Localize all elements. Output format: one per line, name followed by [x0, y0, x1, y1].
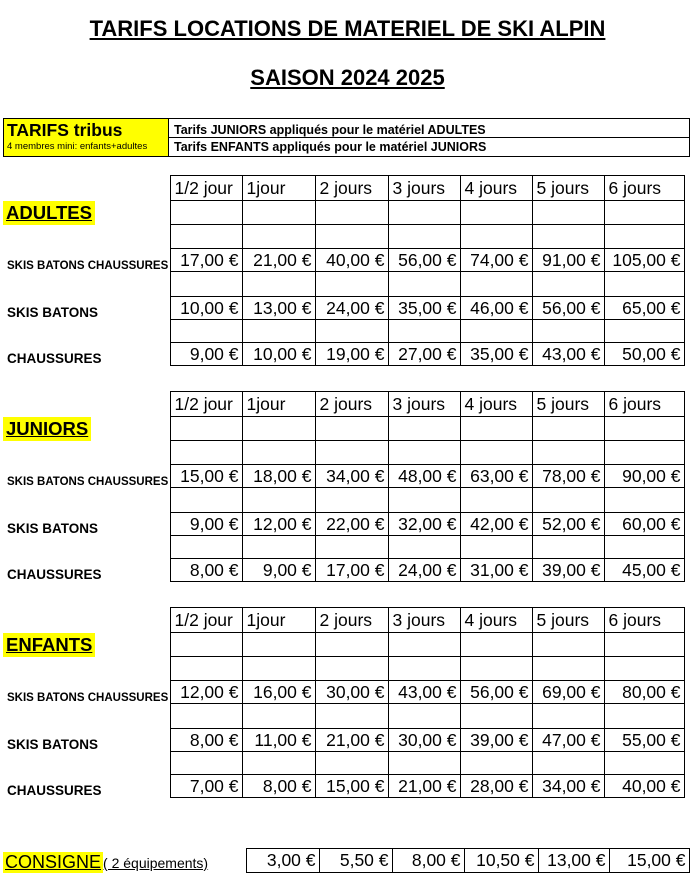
empty-cell: [170, 272, 242, 297]
consigne-row: [3, 849, 689, 873]
empty-cell: [3, 320, 170, 343]
price-cell: 24,00 €: [388, 559, 460, 582]
empty-cell: [315, 441, 388, 465]
empty-cell: [604, 488, 684, 513]
empty-cell: [460, 272, 532, 297]
empty-cell: [460, 536, 532, 559]
empty-cell: [532, 320, 604, 343]
empty-cell: [388, 657, 460, 681]
empty-cell: [3, 392, 170, 417]
empty-cell: [3, 657, 170, 681]
empty-cell: [532, 657, 604, 681]
spacer-row: [3, 704, 684, 729]
empty-cell: [242, 633, 315, 657]
empty-cell: [604, 657, 684, 681]
row-label: SKIS BATONS CHAUSSURES: [7, 259, 169, 272]
empty-cell: [604, 225, 684, 249]
section-title: ADULTES: [3, 201, 95, 225]
empty-cell: [242, 704, 315, 729]
table-row: [3, 559, 684, 582]
price-cell: 74,00 €: [460, 249, 532, 272]
spacer-row: [3, 633, 684, 657]
empty-cell: [242, 752, 315, 775]
spacer-row: [3, 272, 684, 297]
price-cell: 22,00 €: [315, 513, 388, 536]
empty-cell: [604, 704, 684, 729]
price-cell: 32,00 €: [388, 513, 460, 536]
price-cell: 63,00 €: [460, 465, 532, 488]
table-row: [3, 775, 684, 798]
price-cell: 16,00 €: [242, 681, 315, 704]
empty-cell: [170, 704, 242, 729]
spacer-row: [3, 536, 684, 559]
duration-header: 2 jours: [315, 608, 388, 633]
price-cell: 11,00 €: [242, 729, 315, 752]
empty-cell: [242, 536, 315, 559]
price-cell: 21,00 €: [315, 729, 388, 752]
consigne-price: 8,00 €: [392, 849, 464, 873]
price-cell: 27,00 €: [388, 343, 460, 366]
price-cell: 39,00 €: [460, 729, 532, 752]
consigne-price: 13,00 €: [538, 849, 609, 873]
price-cell: 34,00 €: [532, 775, 604, 798]
empty-cell: [315, 704, 388, 729]
row-label: CHAUSSURES: [7, 566, 102, 582]
empty-cell: [460, 417, 532, 441]
price-cell: 17,00 €: [170, 249, 242, 272]
row-label: CHAUSSURES: [7, 350, 102, 366]
price-cell: 50,00 €: [604, 343, 684, 366]
empty-cell: [604, 417, 684, 441]
season-title: SAISON 2024 2025: [250, 65, 445, 90]
spacer-row: [3, 225, 684, 249]
price-cell: 10,00 €: [242, 343, 315, 366]
price-cell: 46,00 €: [460, 297, 532, 320]
empty-cell: [315, 488, 388, 513]
empty-cell: [3, 176, 170, 201]
empty-cell: [3, 441, 170, 465]
price-cell: 18,00 €: [242, 465, 315, 488]
empty-cell: [170, 417, 242, 441]
duration-header: 1jour: [242, 608, 315, 633]
empty-cell: [170, 441, 242, 465]
price-cell: 13,00 €: [242, 297, 315, 320]
section-title-cell: [3, 201, 170, 225]
tribus-line-2: Tarifs ENFANTS appliqués pour le matériel JUNIORS: [169, 138, 690, 157]
price-cell: 21,00 €: [388, 775, 460, 798]
spacer-row: [3, 441, 684, 465]
duration-header: 1jour: [242, 392, 315, 417]
price-cell: 30,00 €: [315, 681, 388, 704]
spacer-row: [3, 752, 684, 775]
empty-cell: [604, 272, 684, 297]
empty-cell: [315, 633, 388, 657]
spacer-row: [3, 657, 684, 681]
empty-cell: [242, 657, 315, 681]
empty-cell: [170, 201, 242, 225]
price-table-adultes: [3, 175, 685, 366]
empty-cell: [388, 441, 460, 465]
empty-cell: [242, 488, 315, 513]
empty-cell: [170, 488, 242, 513]
empty-cell: [3, 225, 170, 249]
empty-cell: [170, 752, 242, 775]
price-cell: 34,00 €: [315, 465, 388, 488]
price-cell: 90,00 €: [604, 465, 684, 488]
price-cell: 24,00 €: [315, 297, 388, 320]
empty-cell: [3, 752, 170, 775]
empty-cell: [460, 633, 532, 657]
consigne-price: 5,50 €: [319, 849, 392, 873]
page-title: TARIFS LOCATIONS DE MATERIEL DE SKI ALPIN: [89, 16, 606, 41]
empty-cell: [604, 320, 684, 343]
empty-cell: [532, 417, 604, 441]
empty-cell: [604, 201, 684, 225]
consigne-sublabel: ( 2 équipements): [103, 854, 209, 871]
empty-cell: [170, 320, 242, 343]
price-table-enfants: [3, 607, 685, 798]
table-row: [3, 249, 684, 272]
empty-cell: [388, 320, 460, 343]
empty-cell: [315, 272, 388, 297]
empty-cell: [532, 752, 604, 775]
empty-cell: [170, 657, 242, 681]
empty-cell: [170, 536, 242, 559]
duration-header: 1jour: [242, 176, 315, 201]
duration-header: 6 jours: [604, 392, 684, 417]
price-cell: 65,00 €: [604, 297, 684, 320]
tribus-table: [3, 118, 690, 157]
consigne-price: 15,00 €: [609, 849, 689, 873]
duration-header: 3 jours: [388, 608, 460, 633]
consigne-label: CONSIGNE: [5, 851, 102, 872]
price-cell: 8,00 €: [170, 559, 242, 582]
empty-cell: [315, 320, 388, 343]
empty-cell: [315, 201, 388, 225]
table-row: [3, 513, 684, 536]
price-cell: 48,00 €: [388, 465, 460, 488]
table-row: [3, 729, 684, 752]
duration-header: 2 jours: [315, 392, 388, 417]
duration-header: 5 jours: [532, 392, 604, 417]
duration-header: 4 jours: [460, 608, 532, 633]
price-cell: 10,00 €: [170, 297, 242, 320]
price-cell: 8,00 €: [170, 729, 242, 752]
empty-cell: [388, 536, 460, 559]
empty-cell: [532, 488, 604, 513]
price-cell: 69,00 €: [532, 681, 604, 704]
table-row: [3, 343, 684, 366]
duration-header-row: [3, 392, 684, 417]
consigne-table: [3, 848, 690, 873]
empty-cell: [242, 320, 315, 343]
empty-cell: [532, 225, 604, 249]
price-cell: 43,00 €: [388, 681, 460, 704]
price-cell: 56,00 €: [532, 297, 604, 320]
price-cell: 40,00 €: [315, 249, 388, 272]
empty-cell: [170, 225, 242, 249]
price-cell: 31,00 €: [460, 559, 532, 582]
price-cell: 56,00 €: [388, 249, 460, 272]
table-row: [3, 297, 684, 320]
price-cell: 91,00 €: [532, 249, 604, 272]
price-cell: 56,00 €: [460, 681, 532, 704]
consigne-label-cell: [3, 849, 246, 873]
duration-header: 1/2 jour: [170, 176, 242, 201]
empty-cell: [242, 417, 315, 441]
duration-header: 3 jours: [388, 392, 460, 417]
consigne-price: 10,50 €: [464, 849, 538, 873]
price-cell: 28,00 €: [460, 775, 532, 798]
empty-cell: [242, 201, 315, 225]
price-cell: 39,00 €: [532, 559, 604, 582]
empty-cell: [532, 633, 604, 657]
empty-cell: [460, 320, 532, 343]
price-cell: 52,00 €: [532, 513, 604, 536]
price-cell: 43,00 €: [532, 343, 604, 366]
price-cell: 15,00 €: [170, 465, 242, 488]
section-title-cell: [3, 417, 170, 441]
duration-header-row: [3, 608, 684, 633]
empty-cell: [242, 441, 315, 465]
empty-cell: [604, 633, 684, 657]
tribus-line-1: Tarifs JUNIORS appliqués pour le matériel ADULTES: [169, 119, 690, 138]
duration-header: 1/2 jour: [170, 608, 242, 633]
row-label: SKIS BATONS: [7, 736, 99, 752]
spacer-row: [3, 488, 684, 513]
empty-cell: [388, 633, 460, 657]
empty-cell: [460, 488, 532, 513]
empty-cell: [388, 704, 460, 729]
empty-cell: [3, 272, 170, 297]
price-cell: 7,00 €: [170, 775, 242, 798]
row-label: SKIS BATONS: [7, 304, 99, 320]
duration-header: 5 jours: [532, 608, 604, 633]
empty-cell: [170, 633, 242, 657]
empty-cell: [3, 536, 170, 559]
spacer-row: [3, 417, 684, 441]
price-cell: 8,00 €: [242, 775, 315, 798]
empty-cell: [460, 441, 532, 465]
price-cell: 42,00 €: [460, 513, 532, 536]
empty-cell: [388, 272, 460, 297]
empty-cell: [604, 536, 684, 559]
price-cell: 12,00 €: [242, 513, 315, 536]
duration-header-row: [3, 176, 684, 201]
price-cell: 21,00 €: [242, 249, 315, 272]
price-cell: 60,00 €: [604, 513, 684, 536]
tribus-sublabel: 4 membres mini: enfants+adultes: [7, 141, 148, 152]
empty-cell: [532, 536, 604, 559]
empty-cell: [460, 704, 532, 729]
row-label: SKIS BATONS CHAUSSURES: [7, 691, 169, 704]
price-cell: 30,00 €: [388, 729, 460, 752]
duration-header: 2 jours: [315, 176, 388, 201]
empty-cell: [315, 536, 388, 559]
empty-cell: [242, 272, 315, 297]
price-cell: 9,00 €: [242, 559, 315, 582]
empty-cell: [388, 752, 460, 775]
section-title: ENFANTS: [3, 633, 95, 657]
duration-header: 1/2 jour: [170, 392, 242, 417]
row-label: CHAUSSURES: [7, 782, 102, 798]
price-cell: 35,00 €: [460, 343, 532, 366]
row-label: SKIS BATONS CHAUSSURES: [7, 475, 169, 488]
empty-cell: [388, 201, 460, 225]
duration-header: 6 jours: [604, 176, 684, 201]
empty-cell: [532, 201, 604, 225]
table-row: [3, 465, 684, 488]
empty-cell: [315, 752, 388, 775]
empty-cell: [460, 201, 532, 225]
row-label: SKIS BATONS: [7, 520, 99, 536]
empty-cell: [460, 657, 532, 681]
price-cell: 19,00 €: [315, 343, 388, 366]
empty-cell: [532, 272, 604, 297]
consigne-price: 3,00 €: [246, 849, 319, 873]
price-cell: 12,00 €: [170, 681, 242, 704]
tribus-label-cell: [4, 119, 169, 157]
empty-cell: [532, 704, 604, 729]
price-cell: 55,00 €: [604, 729, 684, 752]
duration-header: 6 jours: [604, 608, 684, 633]
empty-cell: [388, 488, 460, 513]
duration-header: 5 jours: [532, 176, 604, 201]
empty-cell: [315, 225, 388, 249]
section-title-cell: [3, 633, 170, 657]
empty-cell: [604, 441, 684, 465]
empty-cell: [460, 752, 532, 775]
price-table-juniors: [3, 391, 685, 582]
empty-cell: [604, 752, 684, 775]
duration-header: 3 jours: [388, 176, 460, 201]
section-title: JUNIORS: [3, 417, 91, 441]
empty-cell: [3, 608, 170, 633]
empty-cell: [315, 657, 388, 681]
empty-cell: [388, 417, 460, 441]
price-cell: 47,00 €: [532, 729, 604, 752]
price-cell: 78,00 €: [532, 465, 604, 488]
price-cell: 45,00 €: [604, 559, 684, 582]
price-cell: 35,00 €: [388, 297, 460, 320]
price-cell: 80,00 €: [604, 681, 684, 704]
price-cell: 105,00 €: [604, 249, 684, 272]
table-row: [3, 681, 684, 704]
price-cell: 9,00 €: [170, 513, 242, 536]
empty-cell: [532, 441, 604, 465]
price-cell: 9,00 €: [170, 343, 242, 366]
empty-cell: [315, 417, 388, 441]
empty-cell: [460, 225, 532, 249]
tribus-label: TARIFS tribus: [7, 120, 123, 140]
spacer-row: [3, 201, 684, 225]
duration-header: 4 jours: [460, 392, 532, 417]
price-cell: 40,00 €: [604, 775, 684, 798]
empty-cell: [242, 225, 315, 249]
empty-cell: [3, 488, 170, 513]
duration-header: 4 jours: [460, 176, 532, 201]
spacer-row: [3, 320, 684, 343]
price-cell: 15,00 €: [315, 775, 388, 798]
empty-cell: [3, 704, 170, 729]
price-cell: 17,00 €: [315, 559, 388, 582]
empty-cell: [388, 225, 460, 249]
